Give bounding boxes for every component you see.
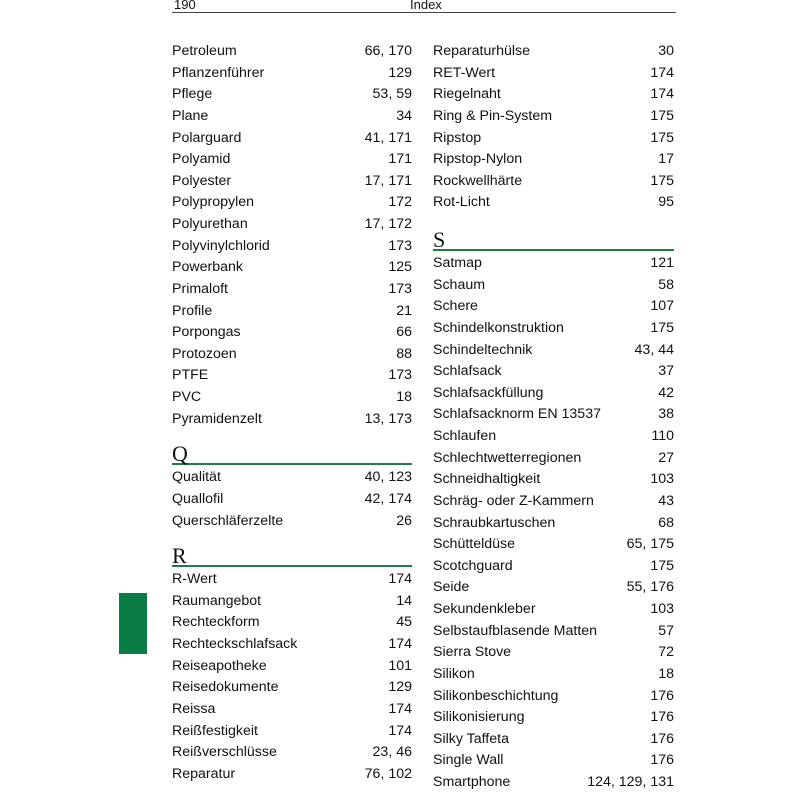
index-pages: 175 [650,172,674,189]
index-pages: 42 [658,384,674,401]
index-term: Schaum [433,276,486,293]
index-entry [433,296,674,318]
index-pages: 103 [650,471,674,488]
index-entry [433,556,674,578]
index-pages: 124, 129, 131 [587,774,674,790]
section-letter-r: R [172,543,187,569]
index-pages: 173 [388,237,412,254]
index-pages: 174 [388,571,412,588]
index-pages: 176 [650,752,674,769]
index-term: Scotchguard [433,557,513,574]
index-term: Primaloft [172,280,228,297]
index-term: Porpongas [172,324,241,341]
index-term: Silikon [433,665,475,682]
index-term: Schlaufen [433,428,497,444]
index-term: Reiseapotheke [172,657,267,674]
index-entry [433,772,674,794]
index-entry [433,426,674,448]
index-term: Schlechtwetterregionen [433,449,582,466]
index-entry [172,149,412,171]
entries-group-s [433,253,674,794]
index-pages: 175 [650,107,674,124]
index-entry [433,642,674,664]
index-term: Polyvinylchlorid [172,237,270,254]
index-pages: 176 [650,709,674,726]
index-term: Reparatur [172,765,236,782]
index-term: Schütteldüse [433,536,516,553]
index-pages: 174 [388,722,412,739]
index-pages: 129 [388,64,412,81]
index-pages: 110 [651,428,674,444]
index-pages: 172 [388,194,412,211]
index-pages: 17 [658,151,674,168]
index-entry [433,361,674,383]
index-pages: 13, 173 [364,410,412,427]
index-pages: 45 [396,614,412,631]
index-entry [433,707,674,729]
index-entry [433,383,674,405]
index-term: Sierra Stove [433,644,512,661]
index-entry [172,344,412,366]
index-term: Schlafsack [433,363,502,380]
index-pages: 40, 123 [364,469,412,486]
index-term: Pyramidenzelt [172,410,262,427]
index-pages: 175 [650,319,674,336]
index-entry [172,511,412,533]
index-pages: 17, 171 [364,172,412,189]
index-entry [433,63,674,85]
index-term: Schlafsacknorm EN 13537 [433,406,601,423]
thumb-index-tab [119,593,147,654]
index-term: PTFE [172,367,209,384]
index-pages: 14 [396,592,412,609]
index-entry [433,664,674,686]
index-entry [172,301,412,323]
index-term: Sekundenkleber [433,601,536,617]
index-pages: 41, 171 [364,129,412,146]
index-term: Smartphone [433,774,511,790]
index-entry [433,729,674,751]
index-term: Schindeltechnik [433,341,533,358]
index-pages: 174 [650,64,674,81]
index-term: Seide [433,579,470,596]
index-entry [172,721,412,743]
index-pages: 53, 59 [372,86,412,103]
index-term: R-Wert [172,571,217,588]
page-number: 190 [174,0,196,12]
index-pages: 174 [388,636,412,652]
index-term: Querschläferzelte [172,512,284,529]
index-term: Polarguard [172,129,242,146]
index-entry [433,41,674,63]
index-entry [172,409,412,431]
index-entry [433,340,674,362]
index-pages: 57 [658,622,674,639]
index-term: Raumangebot [172,592,262,609]
index-pages: 176 [650,687,674,704]
index-term: Polyurethan [172,216,248,232]
index-entry [172,591,412,613]
section-letter-q: Q [172,441,188,467]
index-term: Ripstop [433,129,482,146]
index-pages: 121 [650,255,674,271]
index-term: Protozoen [172,345,237,362]
index-entry [172,742,412,764]
index-entry [172,63,412,85]
section-letter-s: S [433,227,446,252]
index-pages: 27 [658,449,674,466]
index-term: Schraubkartuschen [433,514,556,531]
index-term: RET-Wert [433,64,496,81]
index-term: Pflanzenführer [172,64,265,81]
index-entry [433,621,674,643]
entries-group-r-continued [433,41,674,214]
index-entry [433,106,674,128]
index-entry [172,764,412,786]
index-term: Silikonisierung [433,709,525,726]
index-entry [172,387,412,409]
running-header [172,0,676,13]
index-entry [172,41,412,63]
index-pages: 30 [658,43,674,59]
index-term: Selbstaufblasende Matten [433,622,598,639]
entries-group-r [172,569,412,785]
index-pages: 173 [388,280,412,297]
index-pages: 175 [650,129,674,146]
index-pages: 173 [388,367,412,384]
index-entry [172,489,412,511]
index-pages: 55, 176 [626,579,674,596]
index-entry [433,128,674,150]
index-pages: 125 [388,259,412,276]
index-pages: 72 [658,644,674,661]
index-entry [172,171,412,193]
index-pages: 38 [658,406,674,423]
index-term: Reissa [172,700,216,717]
index-pages: 26 [396,512,412,529]
index-pages: 65, 175 [626,536,674,553]
index-entry [433,491,674,513]
index-term: Quallofil [172,490,224,507]
index-term: Reparaturhülse [433,43,531,59]
index-term: Schere [433,298,478,315]
index-pages: 66 [396,324,412,341]
index-entry [172,569,412,591]
index-entry [172,634,412,656]
index-entry [433,404,674,426]
index-term: Profile [172,302,213,319]
index-entry [172,106,412,128]
index-entry [172,192,412,214]
index-pages: 76, 102 [364,765,412,782]
index-entry [433,513,674,535]
index-entry [433,275,674,297]
entries-group-p [172,41,412,430]
index-pages: 174 [650,86,674,103]
index-entry [433,599,674,621]
index-term: Polyester [172,172,232,189]
index-term: PVC [172,389,202,405]
entries-group-q [172,467,412,532]
index-entry [172,279,412,301]
index-term: Rot-Licht [433,194,490,211]
index-entry [172,612,412,634]
index-column-right [433,41,674,794]
index-term: Powerbank [172,259,243,276]
index-pages: 42, 174 [364,490,412,507]
index-term: Single Wall [433,752,504,769]
index-pages: 23, 46 [372,744,412,761]
index-entry [433,577,674,599]
index-pages: 107 [650,298,674,315]
index-term: Qualität [172,469,221,486]
index-pages: 101 [388,657,412,674]
running-title: Index [410,0,442,12]
index-entry [172,467,412,489]
index-column-left [172,41,412,785]
index-pages: 174 [388,700,412,717]
index-entry [433,534,674,556]
index-entry [172,365,412,387]
index-entry [172,128,412,150]
index-term: Reißverschlüsse [172,744,277,761]
index-term: Polypropylen [172,194,255,211]
index-entry [433,686,674,708]
index-entry [433,192,674,214]
index-pages: 37 [658,363,674,380]
index-pages: 129 [388,679,412,696]
index-term: Schlafsackfüllung [433,384,544,401]
index-entry [433,469,674,491]
index-term: Reisedokumente [172,679,279,696]
index-entry [172,677,412,699]
index-term: Schindelkonstruktion [433,319,564,336]
index-entry [172,236,412,258]
section-header-r [172,543,412,567]
index-entry [433,84,674,106]
index-pages: 17, 172 [364,216,412,232]
index-pages: 43, 44 [634,341,674,358]
index-entry [433,149,674,171]
index-entry [433,171,674,193]
index-entry [172,84,412,106]
index-entry [433,448,674,470]
index-term: Plane [172,107,209,124]
index-pages: 18 [658,665,674,682]
index-term: Rechteckschlafsack [172,636,298,652]
index-pages: 18 [396,389,412,405]
index-pages: 95 [658,194,674,211]
index-entry [172,214,412,236]
index-entry [172,322,412,344]
index-term: Reißfestigkeit [172,722,258,739]
index-pages: 34 [396,107,412,124]
index-entry [172,699,412,721]
index-pages: 103 [650,601,674,617]
index-term: Ring & Pin-System [433,107,553,124]
index-pages: 175 [650,557,674,574]
index-pages: 88 [396,345,412,362]
index-term: Petroleum [172,43,237,59]
index-pages: 58 [658,276,674,293]
section-header-s [433,227,674,251]
index-pages: 171 [388,151,412,168]
index-term: Schneidhaltigkeit [433,471,541,488]
index-entry [433,750,674,772]
index-term: Pflege [172,86,213,103]
index-term: Polyamid [172,151,231,168]
index-pages: 66, 170 [364,43,412,59]
index-pages: 68 [658,514,674,531]
index-entry [172,656,412,678]
index-term: Riegelnaht [433,86,501,103]
index-term: Rockwellhärte [433,172,523,189]
index-entry [433,318,674,340]
index-entry [172,257,412,279]
index-term: Silky Taffeta [433,730,509,747]
index-term: Silikonbeschichtung [433,687,559,704]
index-pages: 43 [658,492,674,509]
index-term: Schräg- oder Z-Kammern [433,492,594,509]
index-term: Ripstop-Nylon [433,151,523,168]
index-pages: 176 [650,730,674,747]
index-term: Satmap [433,255,482,271]
index-pages: 21 [396,302,412,319]
index-term: Rechteckform [172,614,260,631]
index-entry [433,253,674,275]
section-header-q [172,441,412,465]
